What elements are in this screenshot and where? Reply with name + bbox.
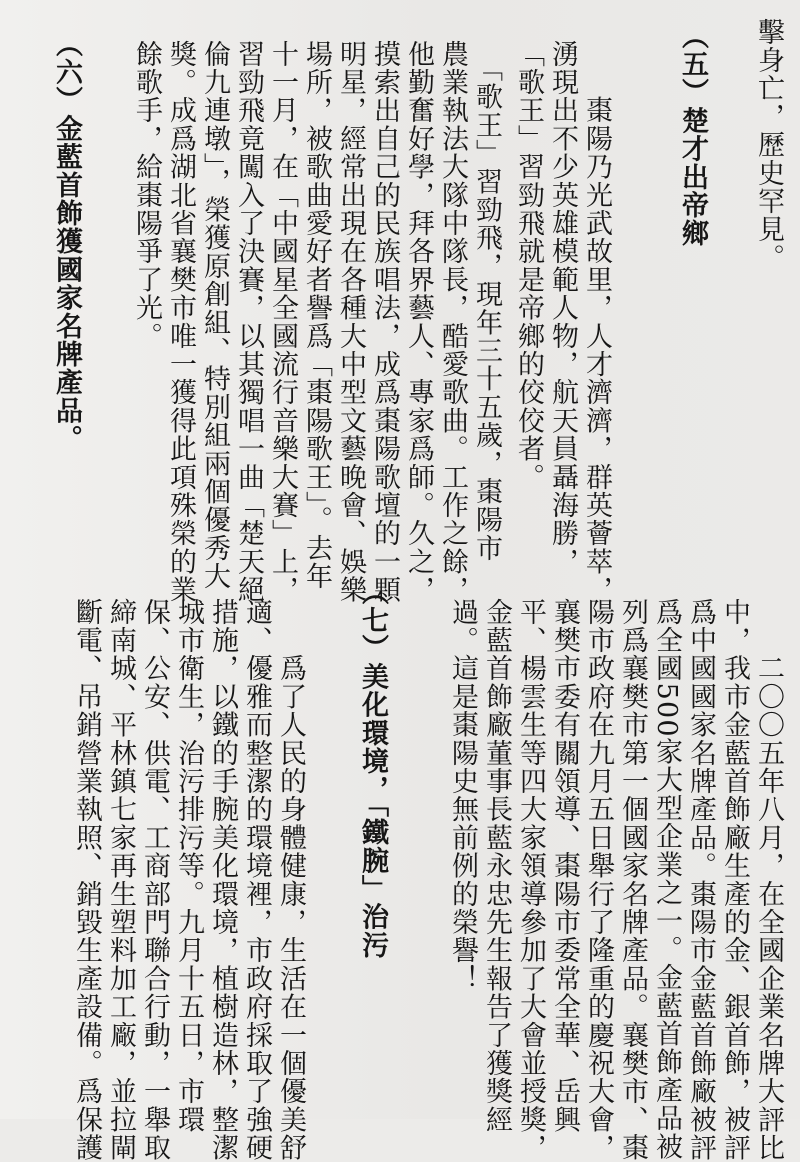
- section-heading-7: （七）美化環境，「鐵腕」治污: [357, 578, 388, 960]
- text-column: 十一月，在「中國星全國流行音樂大賽」上，: [267, 40, 298, 604]
- text-column: 場所，被歌曲愛好者譽爲「棗陽歌王」。去年: [301, 40, 332, 591]
- text-column: 「歌王」習勁飛就是帝鄉的佼佼者。: [513, 40, 544, 492]
- text-column: 棗陽乃光武故里，人才濟濟，群英薈萃，: [581, 40, 612, 604]
- text-column: 陽市政府在九月五日舉行了隆重的慶祝大會，: [583, 598, 614, 1162]
- text-column: 斷電、吊銷營業執照、銷毀生產設備。爲保護: [71, 598, 102, 1162]
- text-column: 措施，以鐵的手腕美化環境，植樹造林，整潔: [207, 598, 238, 1162]
- text-column: 擊身亡，歷史罕見。: [753, 18, 784, 272]
- text-column: 城市衛生，治污排污等。九月十五日，市環: [173, 598, 204, 1134]
- text-column: 二〇〇五年八月，在全國企業名牌大評比: [753, 598, 784, 1162]
- text-column: 過。這是棗陽史無前例的榮譽！: [447, 598, 478, 993]
- text-column: 襄樊市委有關領導、棗陽市委常全華、岳興: [549, 598, 580, 1134]
- text-column: 農業執法大隊中隊長，酷愛歌曲。工作之餘，: [437, 40, 468, 604]
- text-column: 習勁飛竟闖入了決賽，以其獨唱一曲「楚天絕: [233, 40, 264, 604]
- text-column: 獎。成爲湖北省襄樊市唯一獲得此項殊榮的業: [165, 40, 196, 604]
- text-column: 明星，經常出現在各種大中型文藝晚會、娛樂: [335, 40, 366, 604]
- text-column: 保、公安、供電、工商部門聯合行動，一舉取: [139, 598, 170, 1162]
- text-column: 中，我市金藍首飾廠生產的金、銀首飾，被評: [719, 598, 750, 1162]
- text-column: 倫九連墩」，榮獲原創組、特別組兩個優秀大: [199, 40, 230, 591]
- text-column: 「歌王」習勁飛，現年三十五歲，棗陽市: [471, 40, 502, 563]
- section-heading-5: （五）楚才出帝鄉: [677, 22, 708, 248]
- text-column: 湧現出不少英雄模範人物，航天員聶海勝，: [547, 40, 578, 576]
- text-segment: 家大型企業之一。金藍首飾產品被: [651, 737, 682, 1161]
- text-column: 他勤奮好學，拜各界藝人、專家爲師。久之，: [403, 40, 434, 604]
- inline-number: 500: [651, 682, 682, 738]
- text-column: 締南城、平林鎮七家再生塑料加工廠，並拉閘: [105, 598, 136, 1162]
- text-column: 爲中國國家名牌產品。棗陽市金藍首飾廠被評: [685, 598, 716, 1162]
- text-column: 平、楊雲生等四大家領導參加了大會並授獎，: [515, 598, 546, 1162]
- text-segment: 爲全國: [651, 598, 682, 683]
- text-column: 摸索出自己的民族唱法，成爲棗陽歌壇的一顆: [369, 40, 400, 604]
- text-column: 適、優雅而整潔的環境裡，市政府採取了強硬: [241, 598, 272, 1162]
- text-column: 爲了人民的身體健康，生活在一個優美舒: [275, 598, 306, 1162]
- section-heading-6: （六）金藍首飾獲國家名牌產品。: [51, 30, 82, 453]
- text-column: [653, 598, 680, 1161]
- text-column: 金藍首飾廠董事長藍永忠先生報告了獲獎經: [481, 598, 512, 1134]
- text-column: 餘歌手，給棗陽爭了光。: [131, 40, 162, 351]
- text-column: 列爲襄樊市第一個國家名牌產品。襄樊市、棗: [617, 598, 648, 1162]
